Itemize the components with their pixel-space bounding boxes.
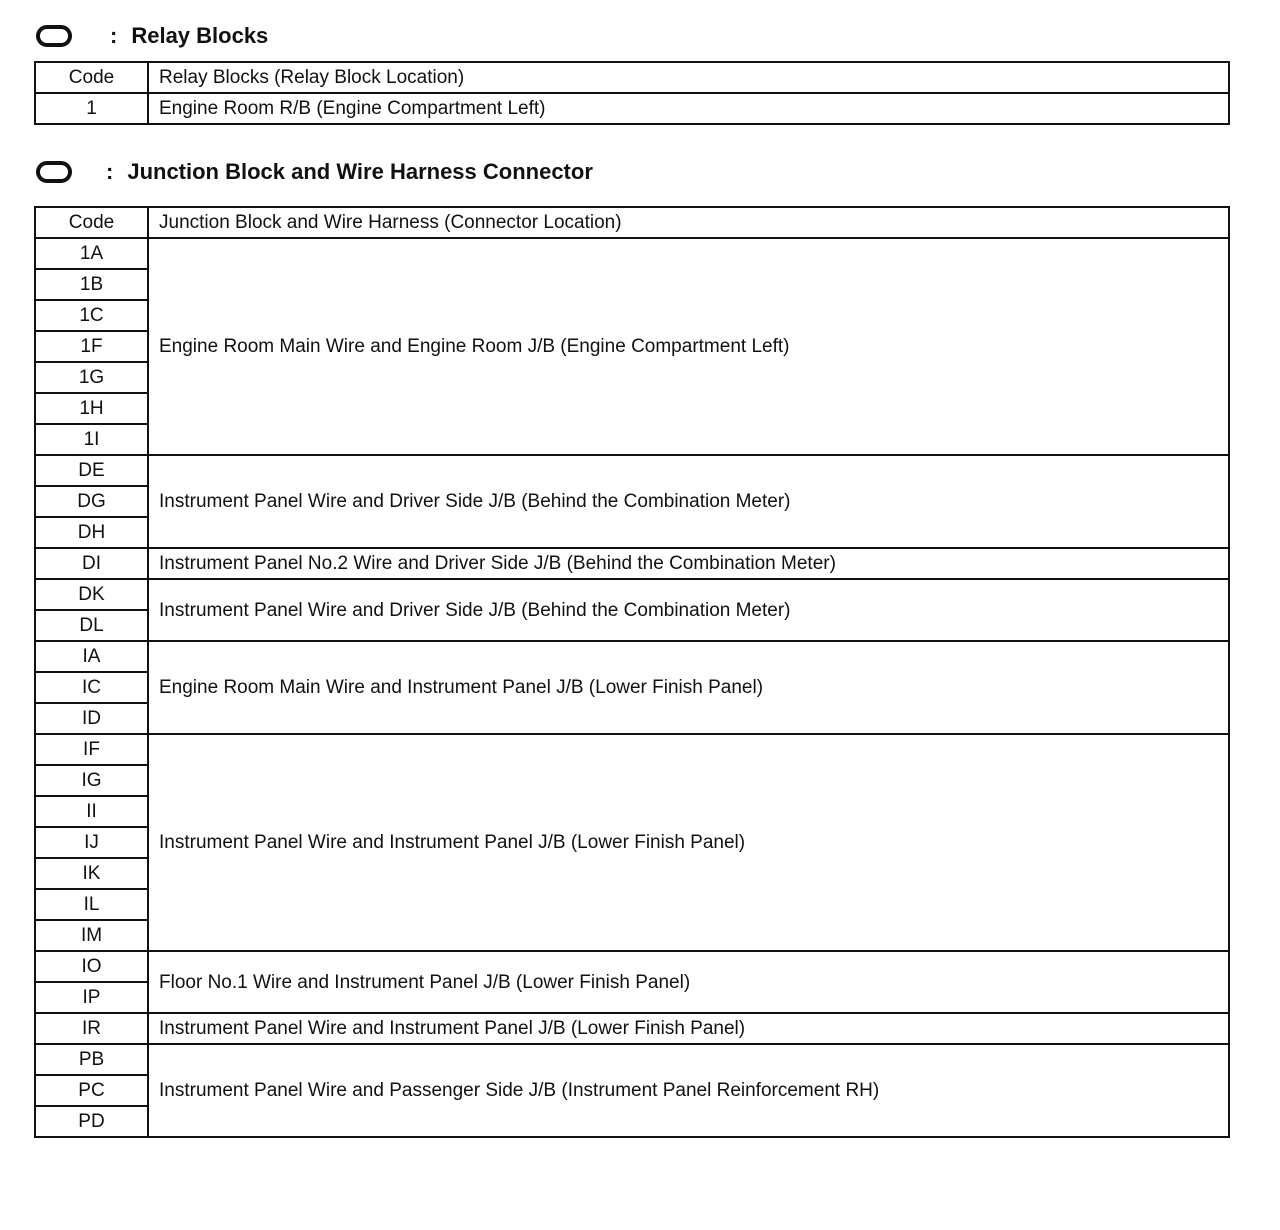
connector-code-cell: II: [35, 796, 148, 827]
table-row: [35, 641, 1229, 672]
relay-table-body: [35, 62, 1229, 124]
connector-code-cell: DK: [35, 579, 148, 610]
connector-code-cell: IG: [35, 765, 148, 796]
table-row: [35, 238, 1229, 269]
table-row: [35, 734, 1229, 765]
connector-code-cell: 1I: [35, 424, 148, 455]
connector-code-cell: IC: [35, 672, 148, 703]
connector-location-cell: Engine Room Main Wire and Instrument Panel J/B (Lower Finish Panel): [148, 641, 1229, 734]
connector-code-cell: PC: [35, 1075, 148, 1106]
table-row: [35, 579, 1229, 610]
connector-location-cell: Instrument Panel Wire and Driver Side J/B (Behind the Combination Meter): [148, 455, 1229, 548]
connector-code-cell: IO: [35, 951, 148, 982]
connector-code-cell: ID: [35, 703, 148, 734]
connector-code-cell: DH: [35, 517, 148, 548]
connector-code-cell: IF: [35, 734, 148, 765]
connector-location-cell: Floor No.1 Wire and Instrument Panel J/B (Lower Finish Panel): [148, 951, 1229, 1013]
junction-heading-colon: :: [106, 159, 114, 184]
relay-code-cell: 1: [35, 93, 148, 124]
junction-block-table: [34, 206, 1230, 1138]
connector-code-cell: DG: [35, 486, 148, 517]
table-row: [35, 455, 1229, 486]
connector-location-cell: Engine Room Main Wire and Engine Room J/B (Engine Compartment Left): [148, 238, 1229, 455]
junction-block-symbol-icon: [36, 161, 72, 183]
connector-code-cell: 1C: [35, 300, 148, 331]
junction-block-heading: [36, 156, 593, 188]
connector-code-cell: 1G: [35, 362, 148, 393]
table-row: [35, 951, 1229, 982]
connector-location-cell: Instrument Panel Wire and Driver Side J/B (Behind the Combination Meter): [148, 579, 1229, 641]
junction-header-description: Junction Block and Wire Harness (Connector Location): [148, 207, 1229, 238]
connector-code-cell: PB: [35, 1044, 148, 1075]
relay-heading-colon: :: [110, 23, 118, 48]
connector-location-cell: Instrument Panel Wire and Instrument Panel J/B (Lower Finish Panel): [148, 1013, 1229, 1044]
relay-header-code: Code: [35, 62, 148, 93]
connector-code-cell: IK: [35, 858, 148, 889]
connector-code-cell: DL: [35, 610, 148, 641]
junction-table-body: [35, 207, 1229, 1137]
connector-code-cell: IR: [35, 1013, 148, 1044]
connector-code-cell: IL: [35, 889, 148, 920]
table-row: [35, 1044, 1229, 1075]
connector-location-cell: Instrument Panel Wire and Passenger Side J/B (Instrument Panel Reinforcement RH): [148, 1044, 1229, 1137]
connector-code-cell: DI: [35, 548, 148, 579]
junction-block-title: Junction Block and Wire Harness Connector: [127, 159, 593, 184]
connector-code-cell: IJ: [35, 827, 148, 858]
table-row: [35, 548, 1229, 579]
connector-code-cell: PD: [35, 1106, 148, 1137]
junction-header-code: Code: [35, 207, 148, 238]
relay-blocks-title: Relay Blocks: [131, 23, 269, 48]
relay-blocks-table: [34, 61, 1230, 125]
connector-location-cell: Instrument Panel No.2 Wire and Driver Side J/B (Behind the Combination Meter): [148, 548, 1229, 579]
connector-code-cell: 1B: [35, 269, 148, 300]
connector-code-cell: 1A: [35, 238, 148, 269]
relay-table-header-row: [35, 62, 1229, 93]
connector-code-cell: IM: [35, 920, 148, 951]
relay-header-description: Relay Blocks (Relay Block Location): [148, 62, 1229, 93]
connector-code-cell: DE: [35, 455, 148, 486]
connector-code-cell: IP: [35, 982, 148, 1013]
connector-location-cell: Instrument Panel Wire and Instrument Panel J/B (Lower Finish Panel): [148, 734, 1229, 951]
connector-code-cell: 1H: [35, 393, 148, 424]
table-row: [35, 1013, 1229, 1044]
relay-description-cell: Engine Room R/B (Engine Compartment Left): [148, 93, 1229, 124]
connector-code-cell: 1F: [35, 331, 148, 362]
relay-blocks-heading: [36, 20, 268, 52]
junction-table-header-row: [35, 207, 1229, 238]
connector-code-cell: IA: [35, 641, 148, 672]
table-row: [35, 93, 1229, 124]
relay-block-symbol-icon: [36, 25, 72, 47]
